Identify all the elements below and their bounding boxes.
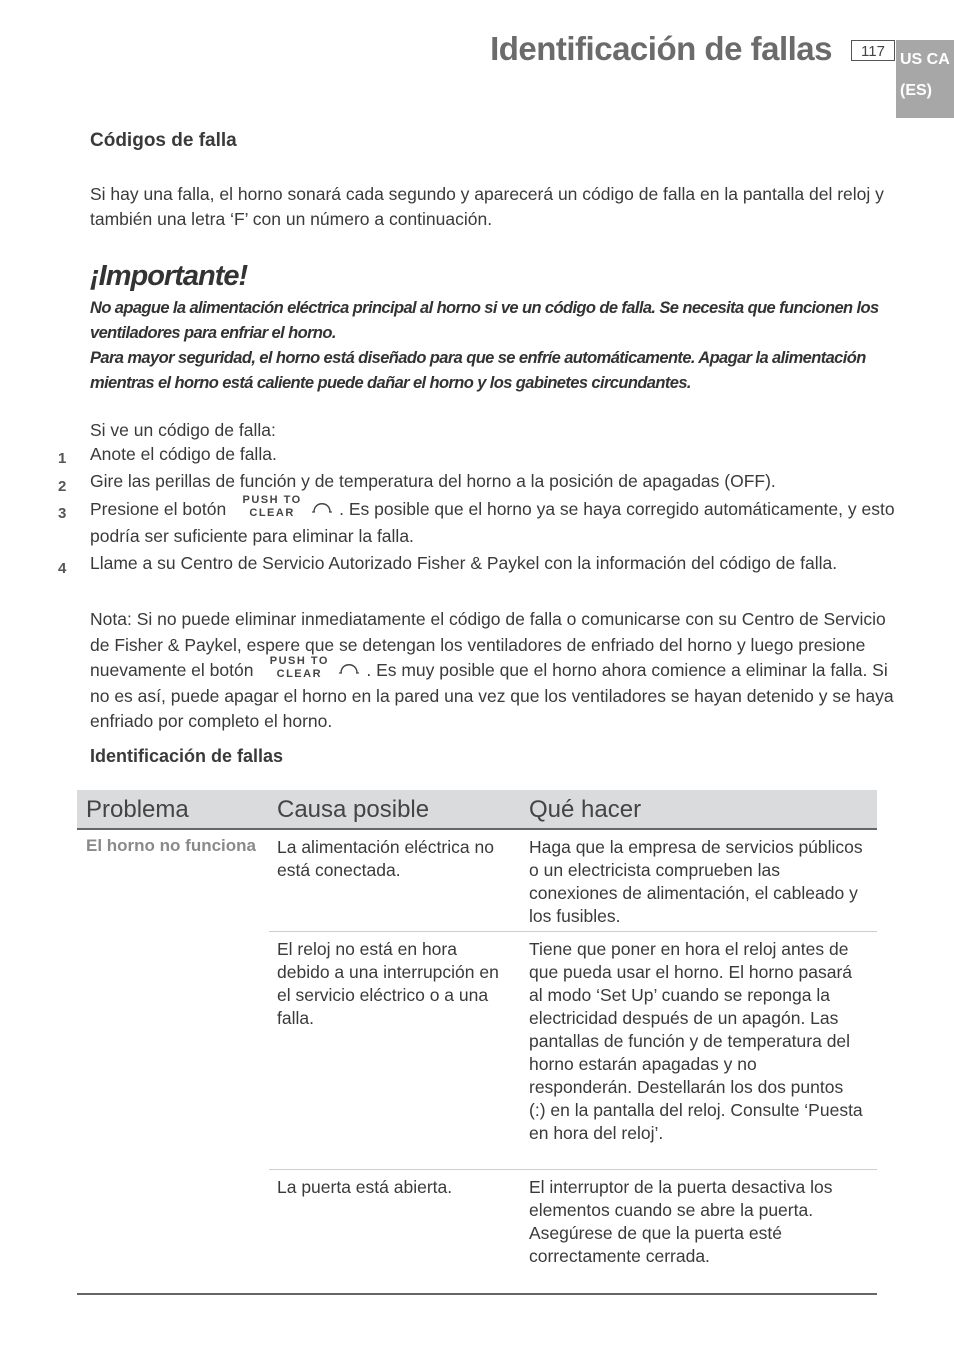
push-to-clear-button <box>262 653 362 683</box>
note-text-after: . Es muy posible que el horno ahora comience a eliminar la falla. Si no es así, puede apagar el horno en la pared una vez que los ventiladores se hayan detenido y se haya enfriado por completo el horno. <box>90 660 894 731</box>
step-number: 4 <box>58 560 67 577</box>
push-to-clear-line2: CLEAR <box>249 507 295 520</box>
step-text <box>90 496 900 550</box>
cause-cell: El reloj no está en hora debido a una interrupción en el servicio eléctrico o a una falla. <box>277 939 499 1028</box>
step-number: 1 <box>58 450 67 467</box>
steps-lead: Si ve un código de falla: <box>90 420 276 440</box>
column-header-action: Qué hacer <box>529 796 642 823</box>
step-text: Gire las perillas de función y de temperatura del horno a la posición de apagadas (OFF). <box>90 471 776 491</box>
step-text-before: Presione el botón <box>90 499 227 519</box>
push-to-clear-line1: PUSH TO <box>242 494 302 507</box>
push-to-clear-icon <box>311 495 333 515</box>
table-bottom-rule <box>77 1293 877 1295</box>
cause-cell: La alimentación eléctrica no está conectada. <box>277 837 494 880</box>
step-text: Anote el código de falla. <box>90 444 277 464</box>
column-header-cause: Causa posible <box>277 796 430 823</box>
push-to-clear-label <box>268 655 330 681</box>
row-divider <box>269 1169 877 1170</box>
table-heading: Identificación de fallas <box>90 746 284 766</box>
step-number: 3 <box>58 505 67 522</box>
note-text-before: Nota: Si no puede eliminar inmediatamente el código de falla o comunicarse con su Centro de Servicio de Fisher & Paykel, espere que se detengan los ventiladores de enfriado del horno y luego presione nuevamente el botón <box>90 609 886 680</box>
region-tab-line2: (ES) <box>900 82 932 99</box>
push-to-clear-line1: PUSH TO <box>269 655 329 668</box>
region-tab <box>896 40 954 118</box>
important-title: ¡Importante! <box>90 260 248 292</box>
column-header-problem: Problema <box>86 796 189 823</box>
push-to-clear-line2: CLEAR <box>276 668 323 681</box>
row-divider <box>269 931 877 932</box>
action-cell: Tiene que poner en hora el reloj antes de que pueda usar el horno. El horno pasará al modo ‘Set Up’ cuando se reponga la electricidad después de un apagón. Las pantallas de función y de temperatura del horno estarán apagadas y no responderán. Destellarán los dos puntos (:) en la pantalla del reloj. Consulte ‘Puesta en hora del reloj’. <box>529 939 863 1143</box>
push-to-clear-icon <box>338 656 360 676</box>
region-tab-line1: US CA <box>900 51 950 68</box>
cause-cell: La puerta está abierta. <box>277 1177 453 1197</box>
step-number: 2 <box>58 478 67 495</box>
step-text-after: . Es posible que el horno ya se haya corregido automáticamente, y esto podría ser suficiente para eliminar la falla. <box>90 499 895 546</box>
action-cell: El interruptor de la puerta desactiva los elementos cuando se abre la puerta. Asegúrese de que la puerta esté correctamente cerrada. <box>529 1177 833 1266</box>
push-to-clear-label <box>241 494 303 520</box>
action-cell: Haga que la empresa de servicios públicos o un electricista comprueben las conexiones de alimentación, el cableado y los fusibles. <box>529 837 863 926</box>
push-to-clear-button <box>235 492 335 522</box>
step-text: Llame a su Centro de Servicio Autorizado Fisher & Paykel con la información del código de falla. <box>90 553 838 573</box>
important-text-2: Para mayor seguridad, el horno está diseñado para que se enfríe automáticamente. Apagar la alimentación mientras el horno está caliente puede dañar el horno y los gabinetes circundantes. <box>90 349 866 392</box>
problem-cell: El horno no funciona <box>86 836 256 855</box>
codes-intro-text: Si hay una falla, el horno sonará cada segundo y aparecerá un código de falla en la pantalla del reloj y también una letra ‘F’ con un número a continuación. <box>90 184 884 229</box>
section-heading-codes: Códigos de falla <box>90 130 237 151</box>
note-text <box>90 607 905 735</box>
page-title: Identificación de fallas <box>490 30 832 67</box>
table-header <box>77 790 877 830</box>
important-text-1: No apague la alimentación eléctrica principal al horno si ve un código de falla. Se necesita que funcionen los ventiladores para enfriar el horno. <box>90 299 879 342</box>
page-number: 117 <box>851 40 895 61</box>
